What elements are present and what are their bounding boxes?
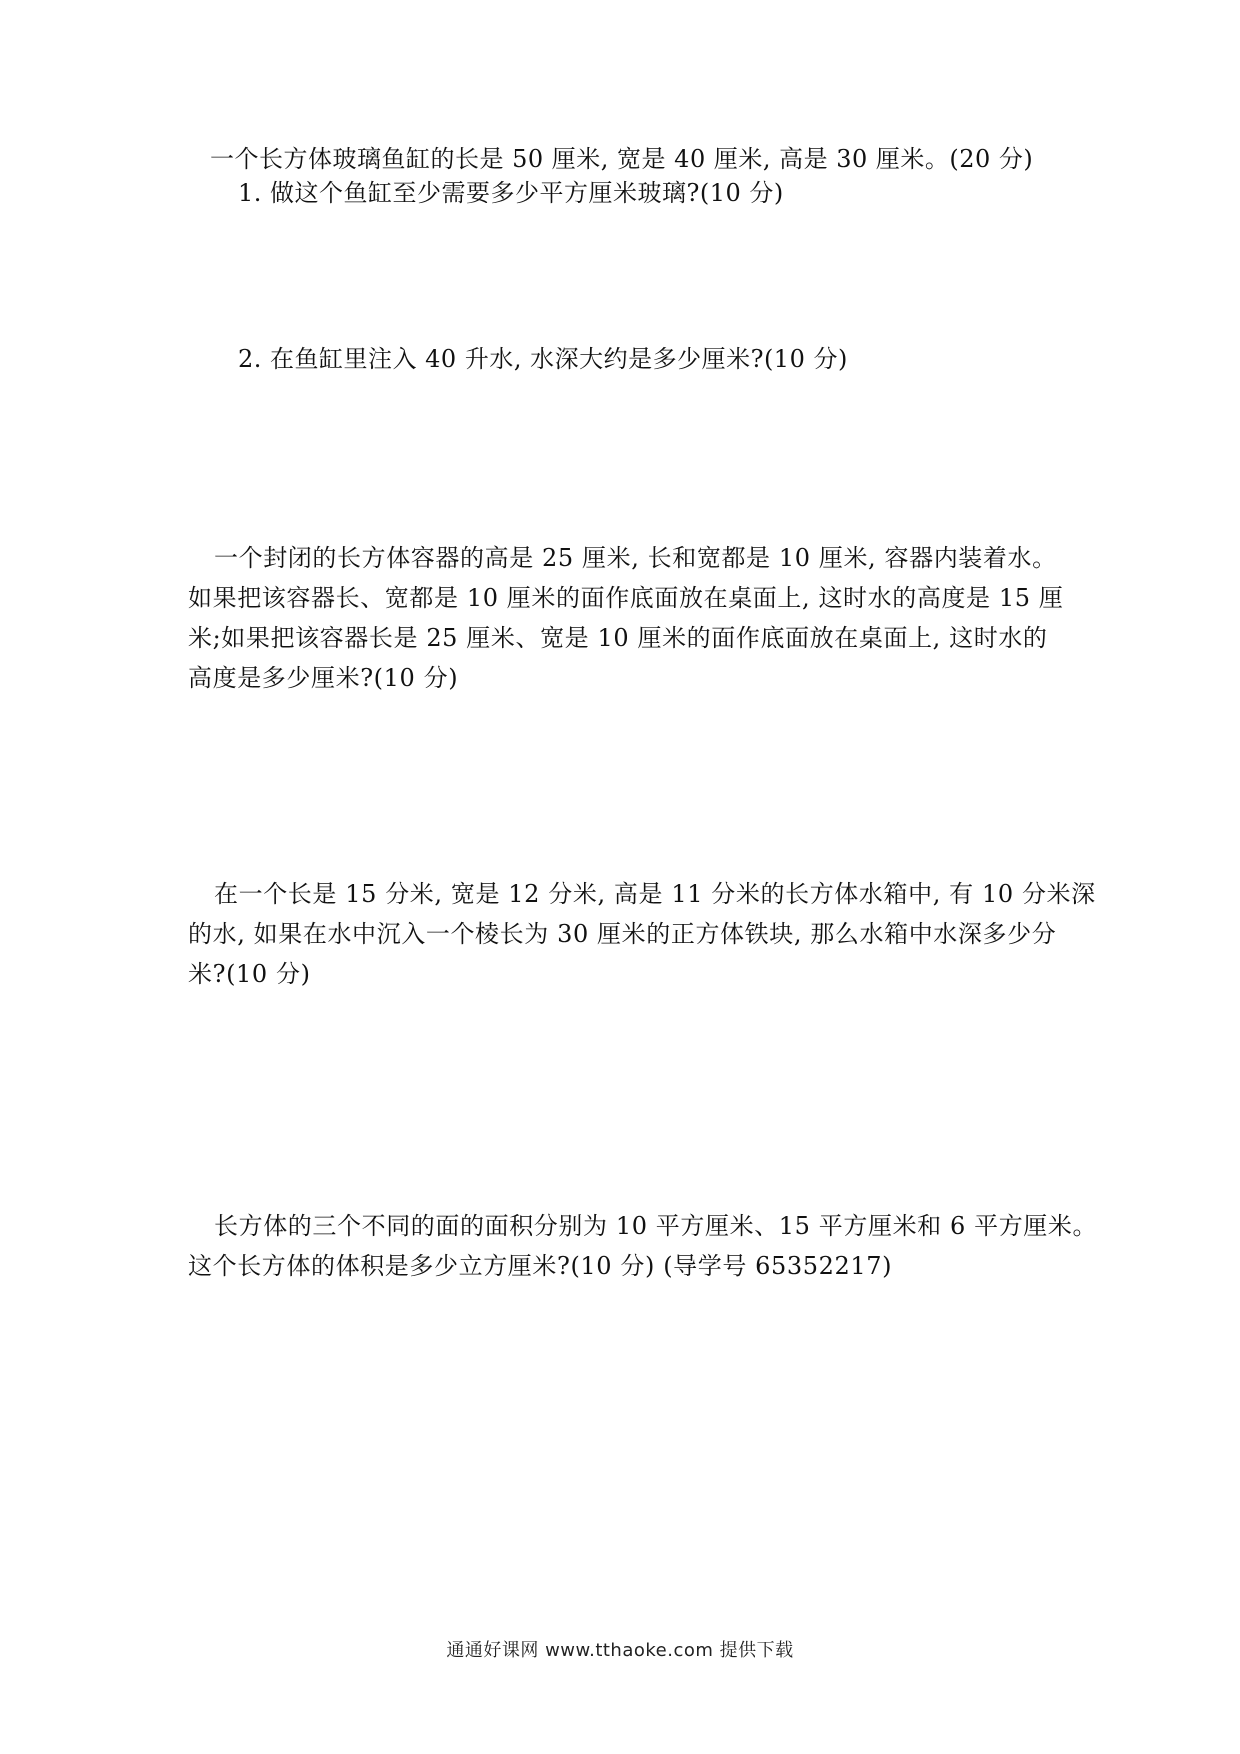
- problem-4: [188, 1206, 1098, 1286]
- problem-3: [188, 874, 1096, 994]
- problem-4-line-1: 长方体的三个不同的面的面积分别为 10 平方厘米、15 平方厘米和 6 平方厘米。: [214, 1212, 1098, 1240]
- problem-2-line-1: 一个封闭的长方体容器的高是 25 厘米, 长和宽都是 10 厘米, 容器内装着水。: [214, 544, 1057, 572]
- problem-3-line-2: 的水, 如果在水中沉入一个棱长为 30 厘米的正方体铁块, 那么水箱中水深多少分: [188, 920, 1057, 948]
- problem-2: [188, 538, 1068, 698]
- problem-2-line-2: 如果把该容器长、宽都是 10 厘米的面作底面放在桌面上, 这时水的高度是 15 厘: [188, 584, 1064, 612]
- problem-3-line-1: 在一个长是 15 分米, 宽是 12 分米, 高是 11 分米的长方体水箱中, 有 10 分米深: [214, 880, 1096, 908]
- problem-3-line-3: 米?(10 分): [188, 960, 311, 988]
- problem-4-line-2: 这个长方体的体积是多少立方厘米?(10 分) (导学号 65352217): [188, 1252, 893, 1280]
- problem-1-question-1: 1. 做这个鱼缸至少需要多少平方厘米玻璃?(10 分): [238, 179, 784, 207]
- problem-1-question-2: 2. 在鱼缸里注入 40 升水, 水深大约是多少厘米?(10 分): [238, 345, 848, 373]
- problem-1-intro: 一个长方体玻璃鱼缸的长是 50 厘米, 宽是 40 厘米, 高是 30 厘米。(20 分): [210, 145, 1034, 173]
- page-footer: 通通好课网 www.tthaoke.com 提供下载: [446, 1640, 794, 1661]
- problem-2-line-4: 高度是多少厘米?(10 分): [188, 664, 459, 692]
- problem-2-line-3: 米;如果把该容器长是 25 厘米、宽是 10 厘米的面作底面放在桌面上, 这时水的: [188, 624, 1048, 652]
